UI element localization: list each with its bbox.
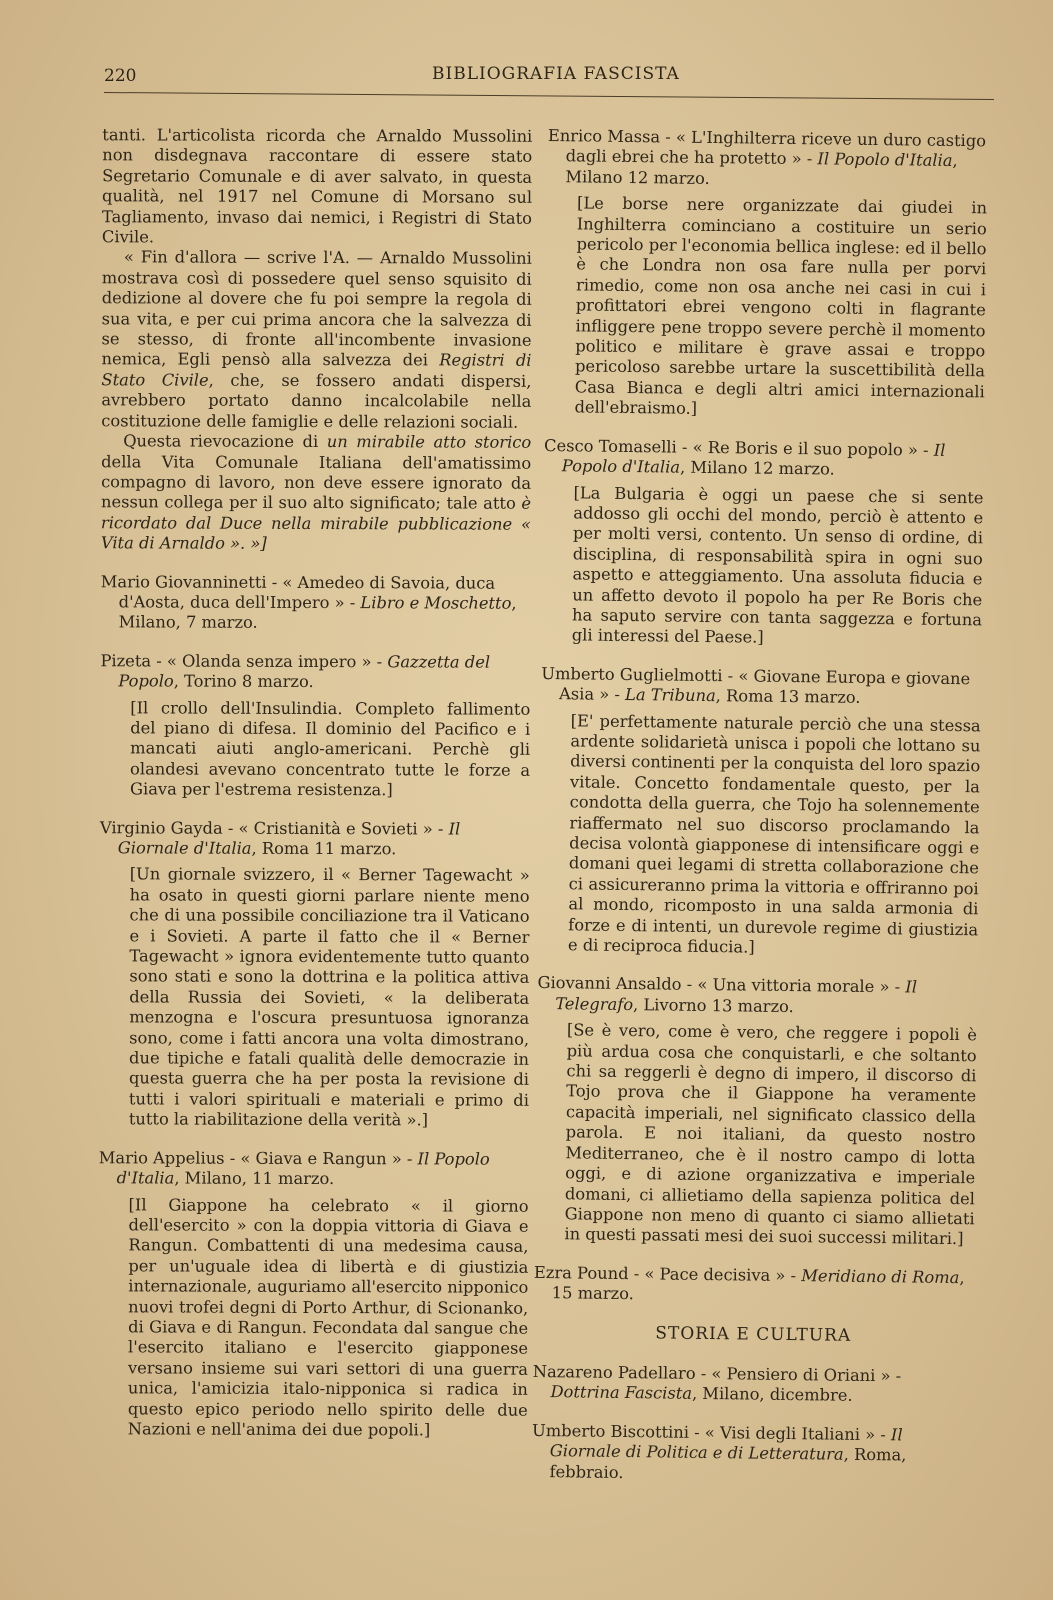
running-head: BIBLIOGRAFIA FASCISTA: [432, 64, 680, 84]
entry-citation: Cesco Tomaselli - « Re Boris e il suo popolo » - Il Popolo d'Italia, Milano 12 marzo.: [543, 435, 946, 479]
header-rule: [104, 92, 994, 100]
section-heading: STORIA E CULTURA: [655, 1322, 852, 1346]
entry-summary: [Le borse nere organizzate dai giudei in Inghilterra cominciano a costituire un serio pericolo per l'economia bellica inglese: ed il bello è che Londra non osa fare nulla per porvi rimedio, come non osa anche nei casi in cui i profittatori ebrei vengono colti in flagrante infliggere pene troppo severe perchè il momento politico e militare è grave assai e troppo pericoloso sarebbe urtare la suscettibilità della Casa Bianca e degli altri amici internazionali dell'ebraismo.]: [574, 193, 988, 419]
entry-citation: Umberto Guglielmotti - « Giovane Europa e giovane Asia » - La Tribuna, Roma 13 marzo.: [541, 663, 971, 708]
entry-citation: Enrico Massa - « L'Inghilterra riceve un duro castigo dagli ebrei che ha protetto » - Il Popolo d'Italia, Milano 12 marzo.: [547, 126, 987, 188]
bibliography-entry: [531, 1421, 972, 1488]
bibliography-entry: [542, 436, 985, 651]
entry-summary: [E' perfettamente naturale perciò che una stessa ardente solidarietà unisca i popoli che lottano su diversi continenti per la conquista del loro spazio vitale. Concetto fondamentale questo, per la condotta della guerra, che Tojo ha solennemente riaffermato nel suo discorso proclamando la decisa volontà giapponese di intensificare oggi e domani quei legami di stretta collaborazione che ci assicureranno prima la vittoria e offriranno poi al mondo, ricomposto in una salda armonia di forze e di intenti, un durevole regime di giustizia e di reciproca fiducia.]: [567, 710, 981, 957]
left-column: [98, 125, 533, 1459]
entry-citation: Umberto Biscottini - « Visi degli Italiani » - Il Giornale di Politica e di Letteratura, Roma, febbraio.: [531, 1420, 907, 1482]
entry-summary: [Se è vero, come è vero, che reggere i popoli è più ardua cosa che conquistarli, e che soltanto chi sa reggerli è degno di impero, il discorso di Tojo prova che il Giappone ha veramente capacità imperiali, nel significato classico della parola. E noi italiani, da questo nostro Mediterraneo, che è il nostro campo di lotta oggi, e di azione organizzativa e imperiale domani, ci allietiamo della sapienza politica del Giappone non meno di quanto ci siamo allietati in questi passati mesi dei suoi successi militari.]: [564, 1020, 978, 1249]
entry-citation: Mario Giovanninetti - « Amedeo di Savoia, duca d'Aosta, duca dell'Impero » - Libro e Moschetto, Milano, 7 marzo.: [100, 571, 517, 633]
entry-citation: Ezra Pound - « Pace decisiva » - Meridiano di Roma, 15 marzo.: [533, 1262, 965, 1304]
bibliography-entry: [101, 572, 531, 635]
entry-citation: Mario Appelius - « Giava e Rangun » - Il Popolo d'Italia, Milano, 11 marzo.: [98, 1147, 490, 1189]
bibliography-entry: [538, 664, 982, 961]
bibliography-entry: [544, 126, 988, 423]
paragraph: Questa rievocazione di un mirabile atto storico della Vita Comunale Italiana dell'amatissimo compagno di lavoro, non deve essere ignorato da nessun collega per il suo alto significato; tale atto è ricordato dal Duce nella mirabile pubblicazione « Vita di Arnaldo ». »]: [100, 431, 532, 553]
bibliography-entry: [100, 651, 531, 801]
paragraph: « Fin d'allora — scrive l'A. — Arnaldo Mussolini mostrava così di possedere quel senso squisito di dedizione al dovere che fu poi sempre la regola di sua vita, e per cui prima ancora che la salvezza di se stesso, di fronte all'incombente invasione nemica, Egli pensò alla salvezza dei Registri di Stato Civile, che, se fossero andati dispersi, avrebbero portato danno incalcolabile nella costituzione delle famiglie e delle relazioni sociali.: [101, 247, 532, 432]
bibliography-entry: [534, 973, 977, 1250]
bibliography-entry: [534, 1263, 974, 1309]
page-number: 220: [104, 66, 137, 86]
right-column: [531, 126, 988, 1505]
entry-citation: Nazareno Padellaro - « Pensiero di Oriani » - Dottrina Fascista, Milano, dicembre.: [532, 1361, 902, 1406]
entry-citation: Giovanni Ansaldo - « Una vittoria morale » - Il Telegrafo, Livorno 13 marzo.: [537, 973, 918, 1016]
paragraph: tanti. L'articolista ricorda che Arnaldo Mussolini non disdegnava raccontare di essere stato Segretario Comunale e di aver salvato, in questa qualità, nel 1917 nel Comune di Morsano sul Tagliamento, invaso dai nemici, i Registri di Stato Civile.: [101, 125, 533, 247]
entry-summary: [Il Giappone ha celebrato « il giorno dell'esercito » con la doppia vittoria di Giava e Rangun. Combattenti di una medesima causa, per un'uguale idea di libertà e di giustizia internazionale, auguriamo all'esercito nipponico nuovi trofei degni di Porto Arthur, di Scionanko, di Giava e di Rangun. Fecondata dal sangue che l'esercito italiano e l'esercito giapponese versano insieme sui vari settori di una guerra unica, l'amicizia italo-nipponica si radica in questo epico periodo nello spirito delle due Nazioni e nell'anima dei due popoli.]: [127, 1194, 529, 1440]
entry-summary: [Un giornale svizzero, il « Berner Tagewacht » ha osato in questi giorni parlare niente meno che di una possibile conciliazione tra il Vaticano e i Sovieti. A parte il fatto che il « Berner Tagewacht » ignora evidentemente tutto quanto sono stati e sono la dottrina e la politica attiva della Russia dei Sovieti, « la deliberata menzogna e l'oscura presuntuosa ignoranza sono, come i fatti ancora una volta dimostrano, due tipiche e fatali qualità delle democrazie in questa guerra che ha per posta la revisione di tutti i valori spirituali e materiali e primo di tutto la riabilitazione della verità ».]: [128, 864, 530, 1130]
bibliography-entry: [99, 818, 530, 1132]
continued-summary: [101, 125, 532, 555]
entry-summary: [Il crollo dell'Insulindia. Completo fallimento del piano di difesa. Il dominio del Pacifico e i mancati aiuti anglo-americani. Perchè gli olandesi avevano concentrato tutte le forze a Giava per l'estrema resistenza.]: [129, 697, 531, 800]
entry-citation: Virginio Gayda - « Cristianità e Sovieti » - Il Giornale d'Italia, Roma 11 marzo.: [99, 817, 461, 859]
entry-summary: [La Bulgaria è oggi un paese che si sente addosso gli occhi del mondo, perciò è attento e per molti versi, contento. Un senso di ordine, di disciplina, di responsabilità spira in ogni suo aspetto e atteggiamento. Una assoluta fiducia e un affetto devoto il popolo ha per Re Boris che ha saputo servire con tanta saggezza e fortuna gli interessi del Paese.]: [571, 482, 984, 648]
bibliography-entry: [532, 1362, 972, 1408]
bibliography-entry: [98, 1148, 529, 1441]
entry-citation: Pizeta - « Olanda senza impero » - Gazzetta del Popolo, Torino 8 marzo.: [100, 651, 491, 692]
page-header: [104, 60, 994, 100]
